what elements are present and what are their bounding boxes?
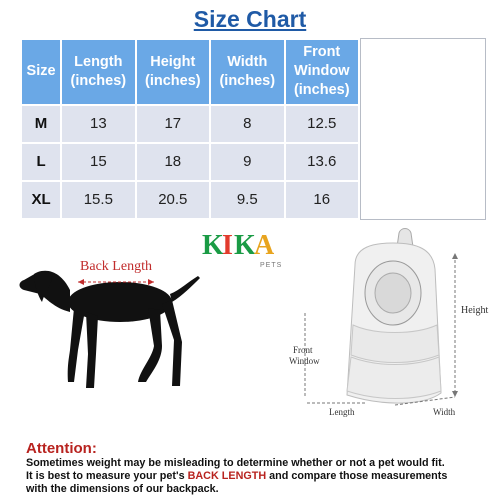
cell-width: 9.5 — [210, 181, 284, 219]
back-length-label: Back Length — [80, 259, 152, 274]
arrow-right-icon — [148, 279, 154, 285]
attention-title: Attention: — [26, 440, 97, 457]
brand-logo — [200, 230, 283, 274]
arrow-down-icon — [452, 391, 458, 397]
cell-size: L — [21, 143, 61, 181]
header-front-window: Front Window (inches) — [285, 39, 360, 105]
cell-size: XL — [21, 181, 61, 219]
page-title: Size Chart — [193, 6, 307, 32]
arrow-left-icon — [78, 279, 84, 285]
cell-length: 13 — [61, 105, 135, 143]
table-row — [21, 105, 359, 143]
blank-panel — [360, 38, 486, 220]
dog-illustration — [12, 250, 212, 420]
cell-front-window: 12.5 — [285, 105, 360, 143]
logo-letter: I — [222, 230, 233, 261]
front-window-label-line: Front — [293, 345, 313, 355]
header-height: Height (inches) — [136, 39, 210, 105]
cell-height: 17 — [136, 105, 210, 143]
table-header-row — [21, 39, 359, 105]
attention-text — [26, 457, 496, 496]
logo-letter: K — [202, 230, 224, 261]
cell-width: 8 — [210, 105, 284, 143]
header-size: Size — [21, 39, 61, 105]
width-label: Width — [433, 407, 456, 417]
logo-letter: K — [234, 230, 256, 261]
table-row — [21, 181, 359, 219]
front-window-label-line: Window — [289, 356, 320, 366]
header-width: Width (inches) — [210, 39, 284, 105]
attention-text-part: and compare those measurements — [266, 470, 448, 482]
cell-length: 15.5 — [61, 181, 135, 219]
front-window-label — [289, 345, 320, 366]
logo-letter: A — [254, 230, 275, 261]
cell-width: 9 — [210, 143, 284, 181]
arrow-up-icon — [452, 253, 458, 259]
cell-length: 15 — [61, 143, 135, 181]
attention-line — [26, 470, 496, 483]
height-label: Height — [461, 305, 489, 316]
size-table — [20, 38, 360, 220]
backpack-illustration — [285, 225, 490, 420]
attention-line: with the dimensions of our backpack. — [26, 483, 219, 495]
cell-height: 20.5 — [136, 181, 210, 219]
cell-size: M — [21, 105, 61, 143]
cell-height: 18 — [136, 143, 210, 181]
back-length-emphasis: BACK LENGTH — [187, 470, 267, 482]
cell-front-window: 13.6 — [285, 143, 360, 181]
header-length: Length (inches) — [61, 39, 135, 105]
table-row — [21, 143, 359, 181]
logo-subtitle: PETS — [260, 262, 283, 269]
length-label: Length — [329, 407, 355, 417]
attention-text-part: It is best to measure your pet's — [26, 470, 188, 482]
attention-line: Sometimes weight may be misleading to determine whether or not a pet would fit. — [26, 457, 445, 469]
cell-front-window: 16 — [285, 181, 360, 219]
